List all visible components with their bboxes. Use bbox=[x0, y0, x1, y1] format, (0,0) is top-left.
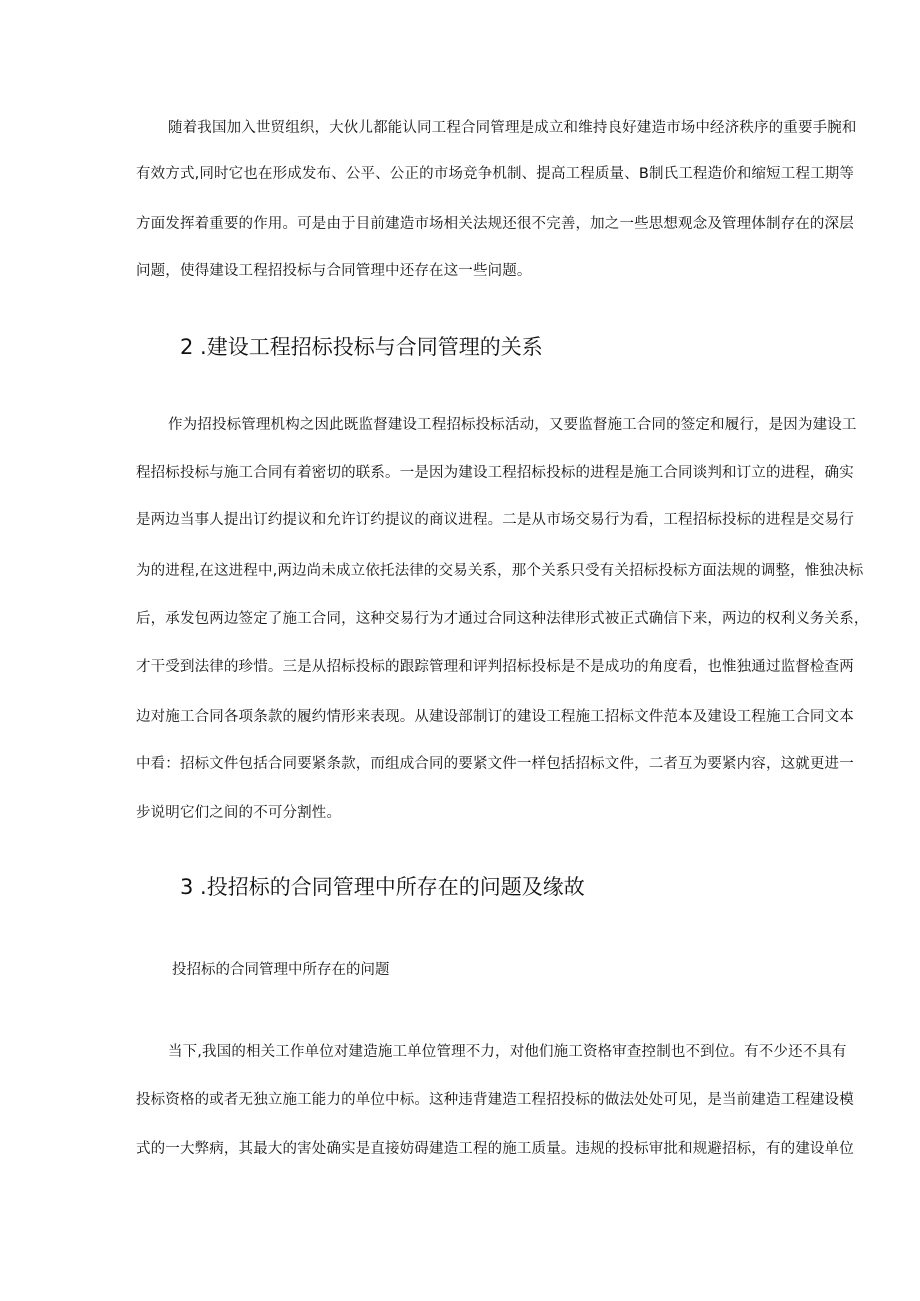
paragraph-line: 是两边当事人提出订约提议和允许订约提议的商议进程。二是从市场交易行为看，工程招标投标的进程是交易行 bbox=[136, 512, 854, 528]
paragraph-line: 问题，使得建设工程招投标与合同管理中还存在这一些问题。 bbox=[136, 263, 532, 279]
paragraph-line: 有效方式,同时它也在形成发布、公平、公正的市场竞争机制、提高工程质量、B制氏工程造价和缩短工程工期等 bbox=[136, 166, 855, 182]
paragraph-line: 为的进程,在这进程中,两边尚未成立依托法律的交易关系，那个关系只受有关招标投标方面法规的调整，惟独决标 bbox=[136, 563, 864, 579]
paragraph-line: 后，承发包两边签定了施工合同，这种交易行为才通过合同这种法律形式被正式确信下来，两边的权利义务关系， bbox=[136, 611, 869, 627]
paragraph-line: 中看：招标文件包括合同要紧条款，而组成合同的要紧文件一样包括招标文件，二者互为要紧内容，这就更进一 bbox=[136, 756, 854, 772]
subsection-heading: 投招标的合同管理中所存在的问题 bbox=[172, 962, 390, 978]
section-heading-3: 3 .投招标的合同管理中所存在的问题及缘故 bbox=[180, 875, 585, 899]
paragraph-line: 方面发挥着重要的作用。可是由于目前建造市场相关法规还很不完善，加之一些思想观念及管理体制存在的深层 bbox=[136, 216, 854, 232]
paragraph-line: 步说明它们之间的不可分割性。 bbox=[136, 805, 342, 821]
section-heading-2: 2 .建设工程招标投标与合同管理的关系 bbox=[180, 335, 543, 359]
paragraph-line: 投标资格的或者无独立施工能力的单位中标。这种违背建造工程招投标的做法处处可见，是当前建造工程建设模 bbox=[136, 1092, 854, 1108]
paragraph-line: 式的一大弊病，其最大的害处确实是直接妨碍建造工程的施工质量。违规的投标审批和规避招标，有的建设单位 bbox=[136, 1141, 854, 1157]
paragraph-line: 作为招投标管理机构之因此既监督建设工程招标投标活动，又要监督施工合同的签定和履行，是因为建设工 bbox=[168, 417, 857, 433]
paragraph-line: 随着我国加入世贸组织，大伙儿都能认同工程合同管理是成立和维持良好建造市场中经济秩序的重要手腕和 bbox=[168, 120, 857, 136]
paragraph-line: 边对施工合同各项条款的履约情形来表现。从建设部制订的建设工程施工招标文件范本及建设工程施工合同文本 bbox=[136, 709, 854, 725]
paragraph-line: 程招标投标与施工合同有着密切的联系。一是因为建设工程招标投标的进程是施工合同谈判和订立的进程，确实 bbox=[136, 465, 854, 481]
paragraph-line: 当下,我国的相关工作单位对建造施工单位管理不力，对他们施工资格审查控制也不到位。有不少还不具有 bbox=[168, 1044, 847, 1060]
paragraph-line: 才干受到法律的珍惜。三是从招标投标的跟踪管理和评判招标投标是不是成功的角度看，也惟独通过监督检查两 bbox=[136, 659, 854, 675]
